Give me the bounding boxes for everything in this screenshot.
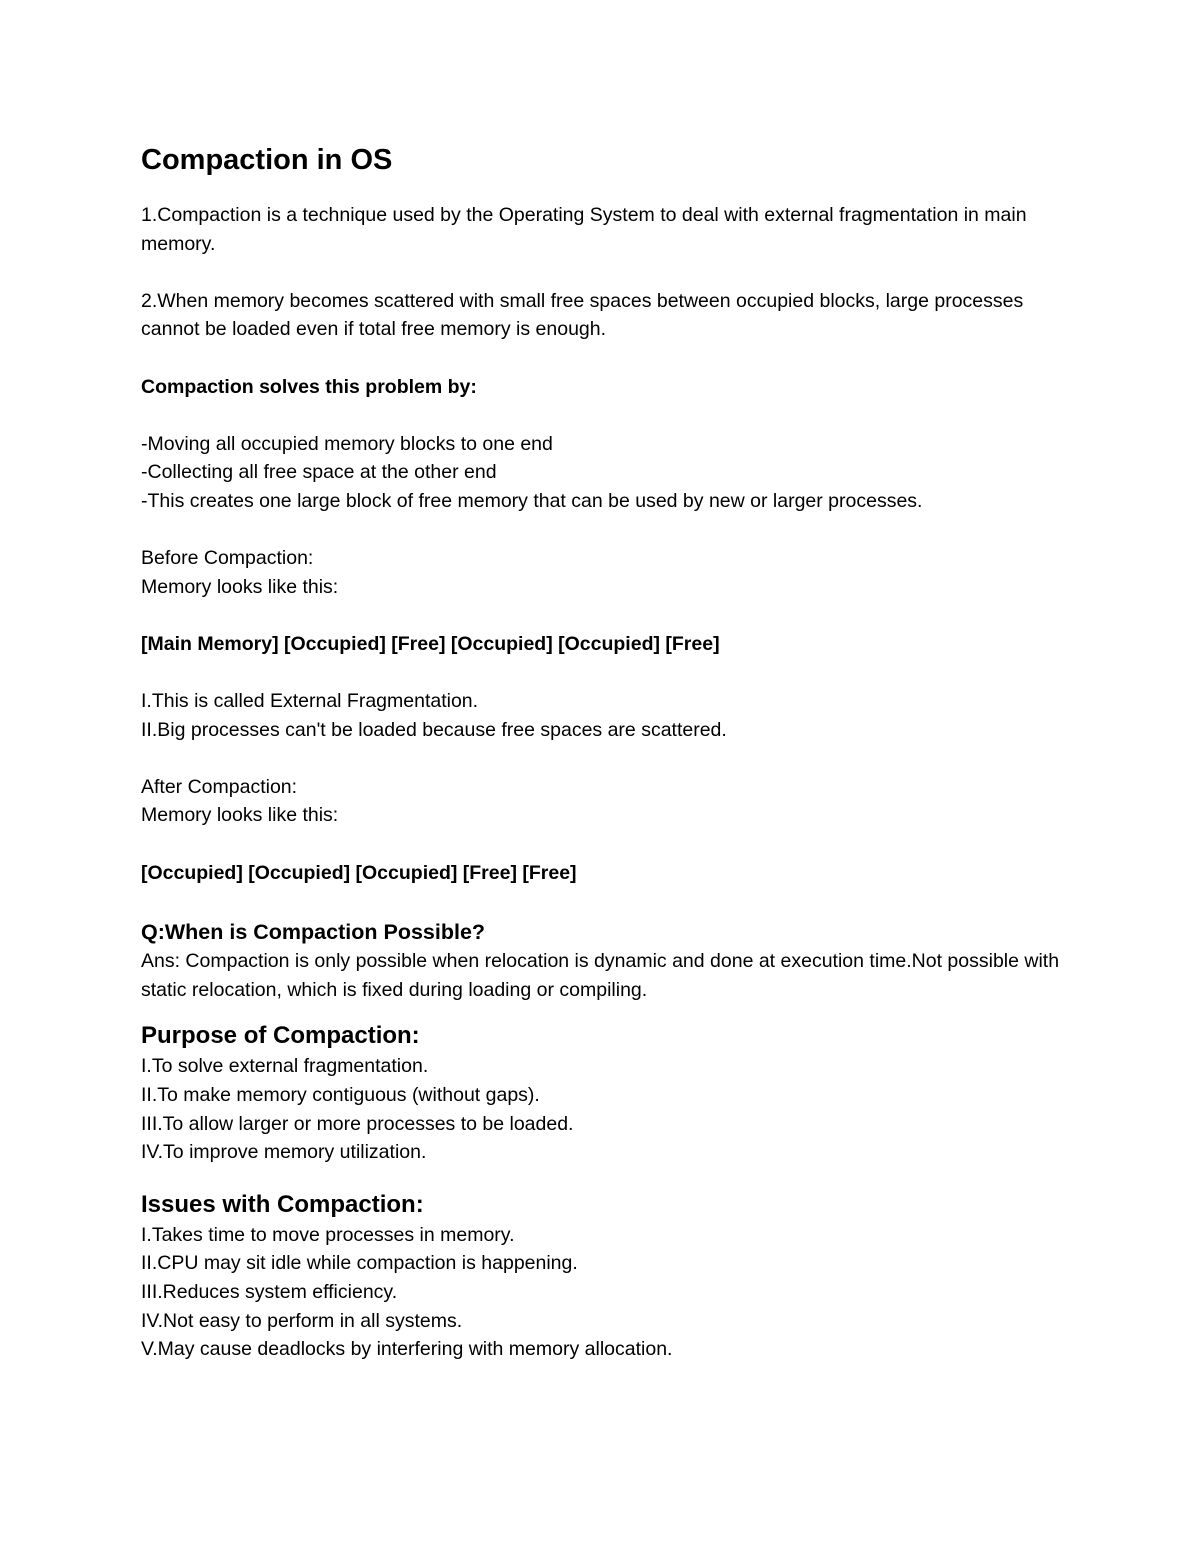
list-item: II.To make memory contiguous (without gaps). (141, 1084, 540, 1107)
before-notes-list (141, 687, 1061, 744)
list-item: V.May cause deadlocks by interfering with memory allocation. (141, 1338, 673, 1361)
list-item: -Moving all occupied memory blocks to one end (141, 432, 553, 455)
before-label: Before Compaction: (141, 547, 314, 570)
answer-paragraph: Ans: Compaction is only possible when relocation is dynamic and done at execution time.Not possible with static relocation, which is fixed during loading or compiling. (141, 950, 1060, 1001)
solves-heading: Compaction solves this problem by: (141, 375, 477, 398)
before-looks-text: Memory looks like this: (141, 575, 339, 598)
purpose-heading: Purpose of Compaction: (141, 1022, 420, 1050)
purpose-list (141, 1052, 1061, 1166)
solves-list (141, 430, 1061, 516)
after-label: After Compaction: (141, 775, 298, 798)
list-item: IV.Not easy to perform in all systems. (141, 1309, 463, 1332)
document-page (141, 140, 1061, 1364)
before-memory-diagram: [Main Memory] [Occupied] [Free] [Occupied] [Occupied] [Free] (141, 632, 720, 655)
list-item: III.Reduces system efficiency. (141, 1281, 398, 1303)
list-item: I.To solve external fragmentation. (141, 1055, 429, 1078)
intro-paragraph-2: 2.When memory becomes scattered with small free spaces between occupied blocks, large processes cannot be loaded even if total free memory is enough. (141, 289, 1024, 341)
list-item: I.Takes time to move processes in memory. (141, 1223, 515, 1246)
list-item: II.CPU may sit idle while compaction is happening. (141, 1252, 578, 1275)
list-item: II.Big processes can't be loaded because free spaces are scattered. (141, 718, 727, 741)
list-item: III.To allow larger or more processes to be loaded. (141, 1112, 574, 1135)
question-heading: Q:When is Compaction Possible? (141, 920, 486, 945)
list-item: IV.To improve memory utilization. (141, 1141, 427, 1164)
after-memory-diagram: [Occupied] [Occupied] [Occupied] [Free] [Free] (141, 861, 577, 884)
intro-paragraph-1: 1.Compaction is a technique used by the Operating System to deal with external fragmentation in main memory. (141, 204, 1027, 255)
issues-heading: Issues with Compaction: (141, 1190, 424, 1218)
list-item: -This creates one large block of free memory that can be used by new or larger processes. (141, 489, 923, 512)
page-title: Compaction in OS (141, 144, 393, 176)
list-item: I.This is called External Fragmentation. (141, 690, 479, 713)
list-item: -Collecting all free space at the other end (141, 461, 497, 484)
issues-list (141, 1221, 1061, 1364)
after-looks-text: Memory looks like this: (141, 804, 339, 827)
